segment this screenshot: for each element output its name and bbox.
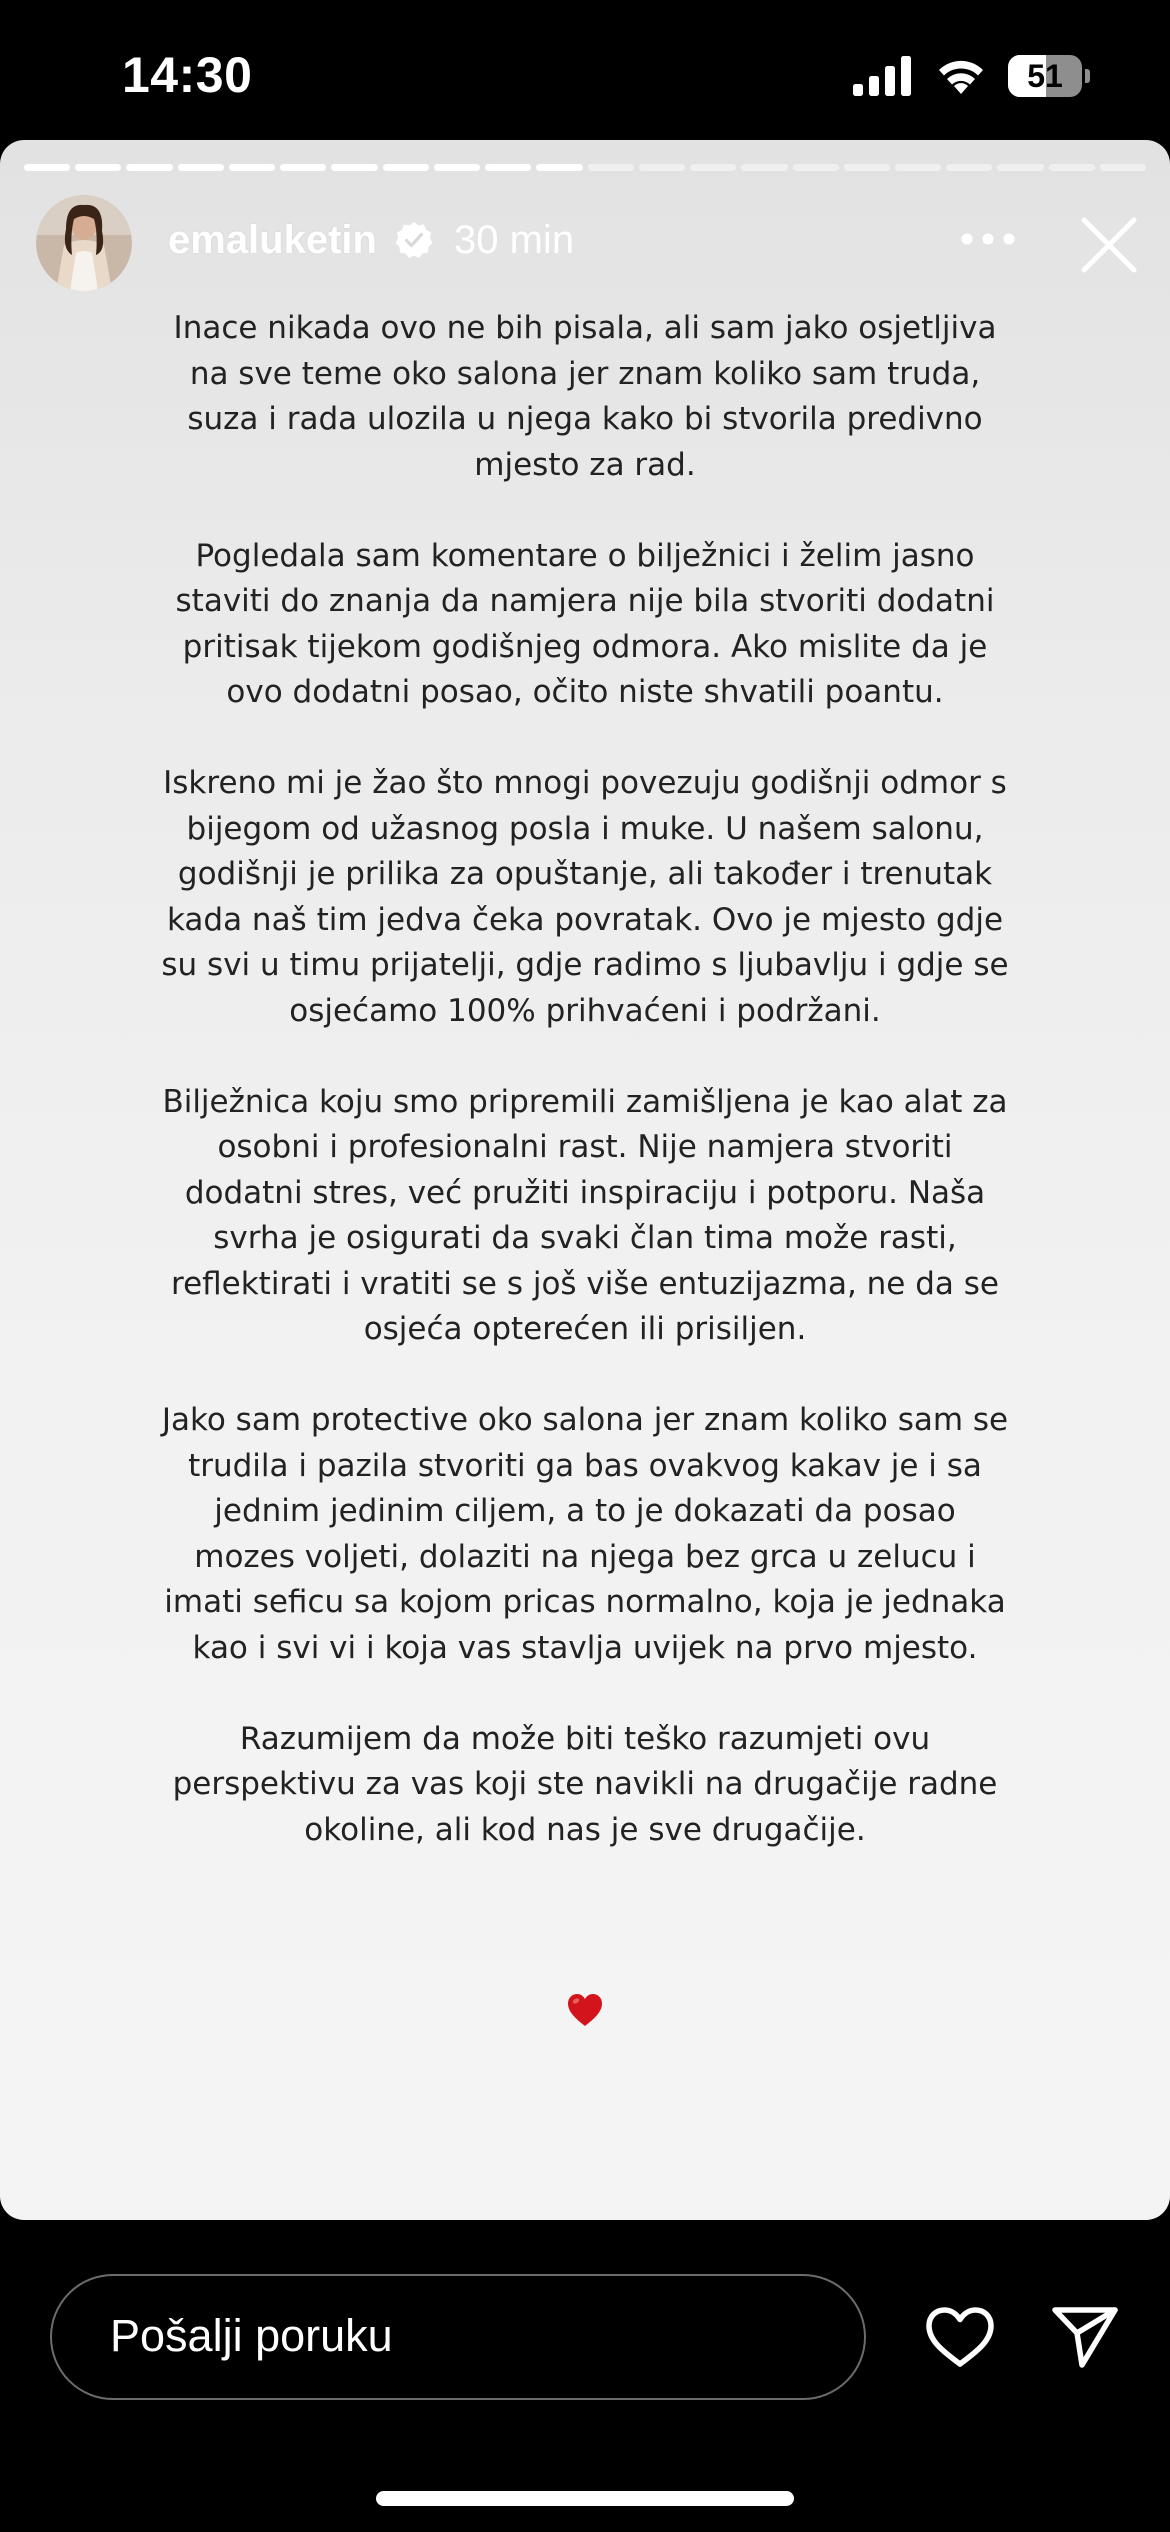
story-paragraph: Pogledala sam komentare o bilježnici i želim jasno staviti do znanja da namjera nije bila stvoriti dodatni pritisak tijekom godišnjeg odmora. Ako mislite da je ovo dodatni posao, očito niste shvatili poantu. xyxy=(175,537,995,710)
story-viewer[interactable] xyxy=(0,140,1170,2220)
more-options-icon[interactable] xyxy=(960,232,1016,246)
story-paragraph: Inace nikada ovo ne bih pisala, ali sam jako osjetljiva na sve teme oko salona jer znam koliko sam truda, suza i rada ulozila u njega kako bi stvorila predivno mjesto za rad. xyxy=(173,310,997,483)
battery-tip xyxy=(1085,69,1090,83)
close-icon[interactable] xyxy=(1080,216,1138,274)
story-progress-bar xyxy=(24,164,1146,171)
story-progress-segment xyxy=(229,164,275,171)
heart-outline-icon[interactable] xyxy=(924,2305,996,2369)
story-username[interactable]: emaluketin xyxy=(168,218,377,262)
story-progress-segment xyxy=(741,164,787,171)
story-progress-segment xyxy=(946,164,992,171)
story-paragraph: Jako sam protective oko salona jer znam koliko sam se trudila i pazila stvoriti ga bas ovakvog kakav je i sa jednim jedinim ciljem, a to je dokazati da posao mozes voljeti, dolaziti na njega bez grca u zelucu i imati seficu sa kojom pricas normalno, koja je jednaka kao i svi vi i koja vas stavlja uvijek na prvo mjesto. xyxy=(161,1402,1009,1666)
verified-badge-icon xyxy=(394,220,434,260)
story-progress-segment xyxy=(588,164,634,171)
story-progress-segment xyxy=(793,164,839,171)
story-paragraph: Bilježnica koju smo pripremili zamišljena je kao alat za osobni i profesionalni rast. Nije namjera stvoriti dodatni stres, već pružiti inspiraciju i potporu. Naša svrha je osigurati da svaki član tima može rasti, reflektirati i vratiti se s još više entuzijazma, ne da se osjeća opterećen ili prisiljen. xyxy=(162,1083,1008,1347)
story-progress-segment xyxy=(126,164,172,171)
story-progress-segment xyxy=(75,164,121,171)
battery-icon xyxy=(1008,55,1090,97)
wifi-icon xyxy=(934,54,988,96)
story-paragraph: Iskreno mi je žao što mnogi povezuju godišnji odmor s bijegom od užasnog posla i muke. U našem salonu, godišnji je prilika za opuštanje, ali također i trenutak kada naš tim jedva čeka povratak. Ovo je mjesto gdje su svi u timu prijatelji, gdje radimo s ljubavlju i gdje se osjećamo 100% prihvaćeni i podržani. xyxy=(161,765,1009,1029)
profile-avatar[interactable] xyxy=(36,195,132,291)
cellular-signal-icon xyxy=(853,56,913,96)
status-time: 14:30 xyxy=(122,47,253,103)
status-bar xyxy=(0,0,1170,140)
red-heart-emoji-icon xyxy=(566,1992,604,2028)
story-paragraph: Razumijem da može biti teško razumjeti ovu perspektivu za vas koji ste navikli na drugačije radne okoline, ali kod nas je sve drugačije. xyxy=(172,1720,998,1848)
story-progress-segment xyxy=(178,164,224,171)
story-progress-segment xyxy=(639,164,685,171)
story-progress-segment xyxy=(383,164,429,171)
story-progress-segment xyxy=(690,164,736,171)
story-progress-segment xyxy=(1049,164,1095,171)
story-time-ago: 30 min xyxy=(454,218,575,262)
battery-level: 51 xyxy=(1027,58,1063,94)
home-indicator[interactable] xyxy=(376,2491,794,2506)
story-progress-segment xyxy=(997,164,1043,171)
story-progress-segment xyxy=(485,164,531,171)
send-paper-plane-icon[interactable] xyxy=(1050,2302,1120,2372)
story-progress-segment xyxy=(434,164,480,171)
story-progress-segment xyxy=(1100,164,1146,171)
story-text-body xyxy=(160,306,1010,1899)
story-progress-segment xyxy=(536,164,582,171)
profile-photo-icon xyxy=(36,195,132,291)
story-progress-segment xyxy=(844,164,890,171)
send-message-placeholder: Pošalji poruku xyxy=(110,2310,393,2361)
story-progress-segment xyxy=(24,164,70,171)
story-progress-segment xyxy=(895,164,941,171)
story-progress-segment xyxy=(331,164,377,171)
story-progress-segment xyxy=(280,164,326,171)
battery-body xyxy=(1008,55,1082,97)
